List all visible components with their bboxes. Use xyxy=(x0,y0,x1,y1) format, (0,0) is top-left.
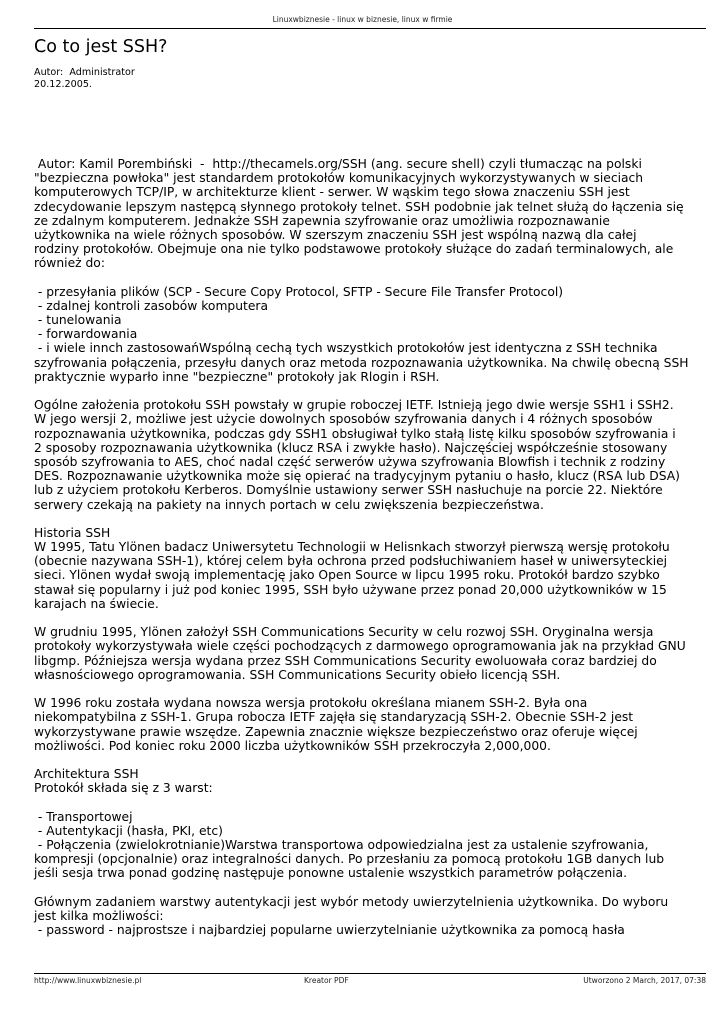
article-line: W 1996 roku została wydana nowsza wersja protokołu określana mianem SSH-2. Była ona xyxy=(34,696,588,711)
article-line: Protokół składa się z 3 warst: xyxy=(34,781,213,796)
blank-line xyxy=(34,384,706,398)
blank-line xyxy=(34,753,706,767)
article-line: rodziny protokołów. Obejmuje ona nie tylko podstawowe protokoły służące do zadań terminalowych, ale xyxy=(34,242,674,257)
article-line: stawał się popularny i już pod koniec 1995, SSH było używane przez ponad 20,000 użytkowników w 15 xyxy=(34,582,667,597)
article-line: szyfrowania połączenia, przesyłu danych oraz metoda rozpoznawania użytkownika. Na chwilę obecną SSH xyxy=(34,355,689,370)
article-line: Architektura SSH xyxy=(34,767,139,782)
article-line: rozpoznawania użytkownika, podczas gdy SSH1 obsługiwał tylko stałą listę kilku sposobów szyfrowania i xyxy=(34,426,676,441)
article-line: kompresji (opcjonalnie) oraz integralności danych. Po przesłaniu za pomocą protokołu 1GB danych lub xyxy=(34,852,665,867)
article-line: - Transportowej xyxy=(34,809,133,824)
article-line: - tunelowania xyxy=(34,313,122,328)
article-line: W jego wersji 2, możliwe jest użycie dowolnych sposobów szyfrowania danych i 4 różnych sposobów xyxy=(34,412,653,427)
article-line: własnościowego oprogramowania. SSH Communications Security obieło licencją SSH. xyxy=(34,667,561,682)
article-line: Historia SSH xyxy=(34,525,111,540)
blank-line xyxy=(34,881,706,895)
article-line: Autor: Kamil Porembiński - http://thecamels.org/SSH (ang. secure shell) czyli tłumacząc na polski xyxy=(34,157,642,171)
article-line: jeśli sesja trwa ponad godzinę następuje ponowne ustalenie wszystkich parametrów połączenia. xyxy=(34,866,627,881)
article-line: - zdalnej kontroli zasobów komputera xyxy=(34,298,269,313)
article-line: - forwardowania xyxy=(34,327,138,342)
article-line: - przesyłania plików (SCP - Secure Copy Protocol, SFTP - Secure File Transfer Protocol) xyxy=(34,284,564,299)
article-line: - password - najprostsze i najbardziej popularne uwierzytelnianie użytkownika za pomocą hasła xyxy=(34,923,625,938)
article-line: karajach na świecie. xyxy=(34,596,159,611)
article-line: jest kilka możliwości: xyxy=(34,908,164,923)
blank-line xyxy=(34,611,706,625)
footer-divider xyxy=(34,973,706,974)
blank-line xyxy=(34,271,706,285)
article-line: niekompatybilna z SSH-1. Grupa robocza IETF zajęła się standaryzacją SSH-2. Obecnie SSH-2 jest xyxy=(34,710,634,725)
article-line: zdecydowanie lepszym następcą słynnego protokoły telnet. SSH podobnie jak telnet służą do łączenia się xyxy=(34,199,684,214)
article-line: W grudniu 1995, Ylönen założył SSH Communications Security w celu rozwoj SSH. Oryginalna wersja xyxy=(34,625,654,640)
blank-line xyxy=(34,682,706,696)
article-line: lub z użyciem protokołu Kerberos. Domyślnie ustawiony serwer SSH nasłuchuje na porcie 22. Niektóre xyxy=(34,483,663,498)
article-line: Ogólne założenia protokołu SSH powstały w grupie roboczej IETF. Istnieją jego dwie wersje SSH1 i SSH2. xyxy=(34,398,674,413)
header-divider xyxy=(34,28,706,29)
article-body xyxy=(34,157,706,937)
blank-line xyxy=(34,512,706,526)
article-line: użytkownika na wiele różnych sposobów. W szerszym znaczeniu SSH jest wspólną nazwą dla całej xyxy=(34,227,637,242)
article-line: sposób szyfrowania to AES, choć nadal część serwerów używa szyfrowania Blowfish i technik z rodziny xyxy=(34,454,666,469)
article-line: DES. Rozpoznawanie użytkownika może się opierać na tradycyjnym pytaniu o hasło, klucz (RSA lub DSA) xyxy=(34,469,680,484)
article-line: również do: xyxy=(34,256,105,271)
article-meta xyxy=(34,67,135,91)
article-line: protokoły wykorzystywała wiele części pochodzących z darmowego oprogramowania jak na przykład GNU xyxy=(34,639,686,654)
article-line: sieci. Ylönen wydał swoją implementację jako Open Source w lipcu 1995 roku. Protokół bardzo szybko xyxy=(34,568,660,583)
publish-date: 20.12.2005. xyxy=(34,79,92,90)
article-line: - Połączenia (zwielokrotnianie)Warstwa transportowa odpowiedzialna jest za ustalenie szyfrowania, xyxy=(34,838,649,852)
article-line: 2 sposoby rozpoznawania użytkownika (klucz RSA i zwykłe hasło). Najczęściej współcześnie stosowany xyxy=(34,440,668,455)
article-line: Głównym zadaniem warstwy autentykacji jest wybór metody uwierzytelnienia użytkownika. Do wyboru xyxy=(34,894,669,909)
page-footer xyxy=(34,976,706,988)
footer-generator: Kreator PDF xyxy=(304,976,349,985)
page-title: Co to jest SSH? xyxy=(34,37,168,57)
article-line: możliwości. Pod koniec roku 2000 liczba użytkowników SSH przekroczyła 2,000,000. xyxy=(34,738,551,753)
article-line: libgmp. Późniejsza wersja wydana przez SSH Communications Security ewoluowała coraz bardziej do xyxy=(34,653,657,668)
article-line: - i wiele innch zastosowańWspólną cechą tych wszystkich protokołów jest identyczna z SSH technika xyxy=(34,341,658,356)
author-line: Autor: Administrator xyxy=(34,67,135,78)
site-header-title: Linuxwbiznesie - linux w biznesie, linux w firmie xyxy=(272,15,453,24)
article-line: praktycznie wyparło inne "bezpieczne" protokoły jak Rlogin i RSH. xyxy=(34,369,440,384)
article-line: W 1995, Tatu Ylönen badacz Uniwersytetu Technologii w Helisnkach stworzył pierwszą wersję protokołu xyxy=(34,540,670,555)
footer-created-date: Utworzono 2 March, 2017, 07:38 xyxy=(583,976,706,985)
article-line: komputerowych TCP/IP, w architekturze klient - serwer. W wąskim tego słowa znaczeniu SSH jest xyxy=(34,185,630,200)
article-line: (obecnie nazywana SSH-1), której celem była ochrona przed podsłuchiwaniem haseł w uniwersyteckiej xyxy=(34,554,668,569)
article-line: "bezpieczna powłoka" jest standardem protokołów komunikacyjnych wykorzystywanych w sieciach xyxy=(34,171,644,186)
article-line: serwery czekają na pakiety na innych portach w celu zwiększenia bezpieczeństwa. xyxy=(34,497,544,512)
article-line: ze zdalnym komputerem. Jednakże SSH zapewnia szyfrowanie oraz umożliwia rozpoznawanie xyxy=(34,213,610,228)
article-line: - Autentykacji (hasła, PKI, etc) xyxy=(34,823,223,838)
blank-line xyxy=(34,795,706,809)
article-line: wykorzystywane prawie wszędze. Zapewnia znacznie większe bezpieczeństwo oraz oferuje więcej xyxy=(34,724,638,739)
footer-url: http://www.linuxwbiznesie.pl xyxy=(34,976,142,985)
